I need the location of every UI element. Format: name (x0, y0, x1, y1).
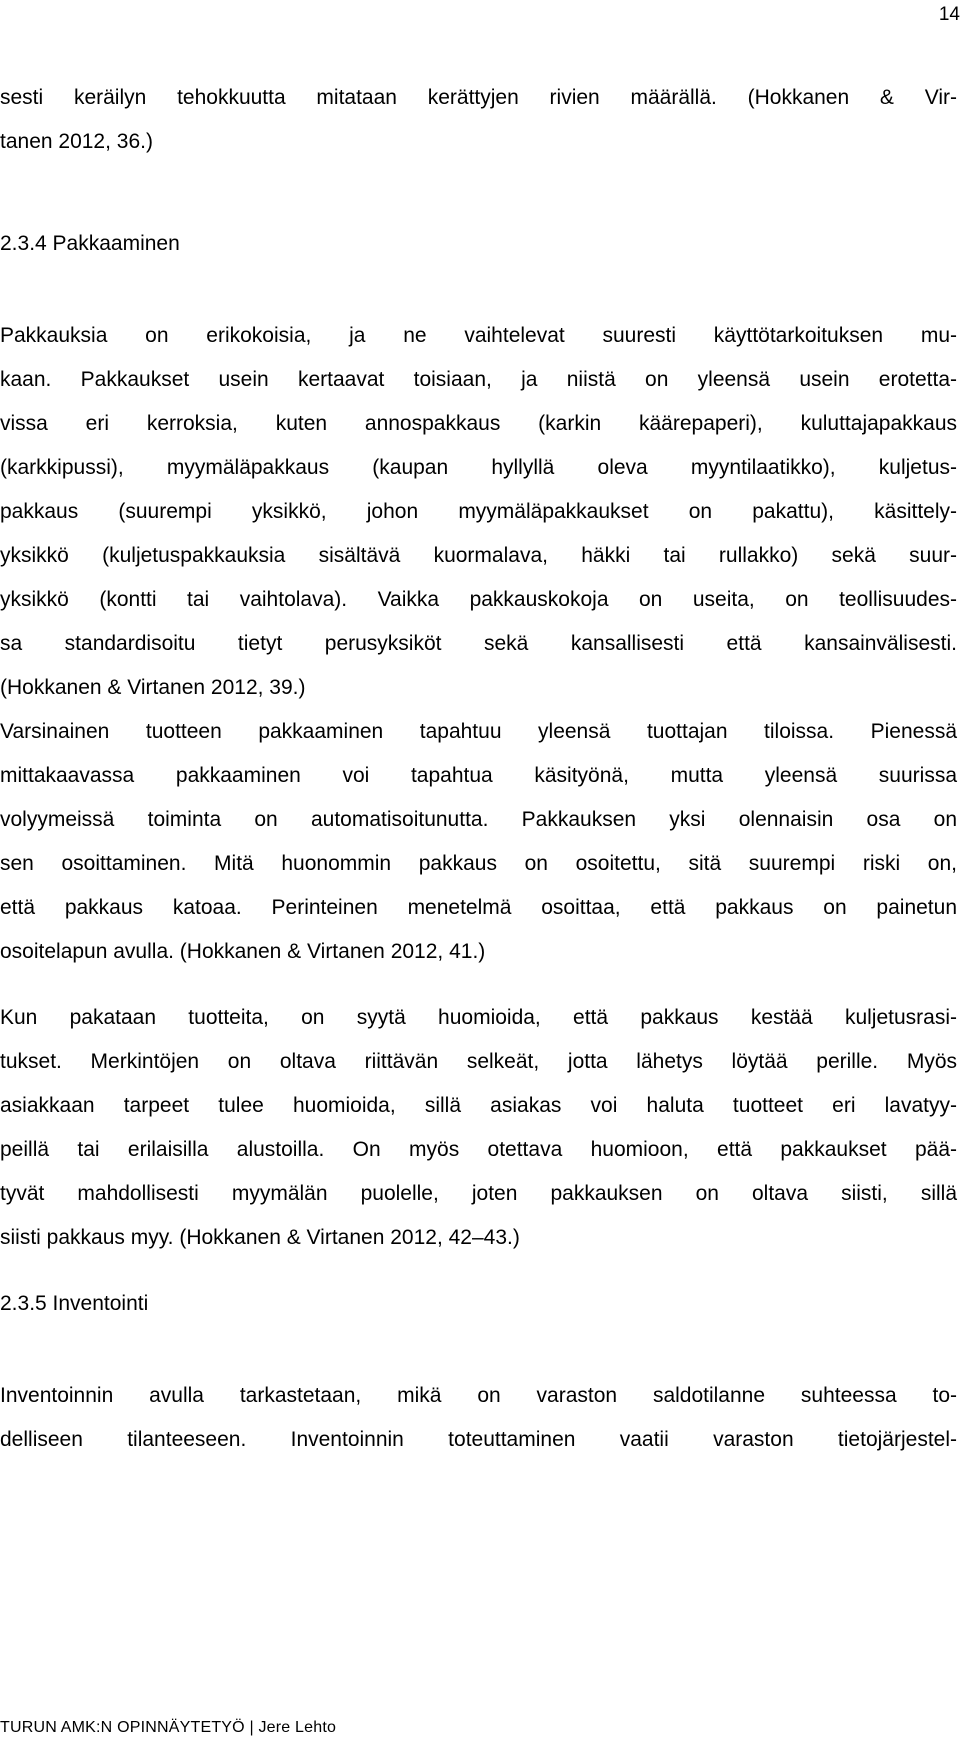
text-line: sesti keräilyn tehokkuutta mitataan kerättyjen rivien määrällä. (Hokkanen & Vir- (0, 86, 957, 109)
text-line: volyymeissä toiminta on automatisoitunutta. Pakkauksen yksi olennaisin osa on (0, 808, 957, 831)
page-number: 14 (938, 4, 960, 25)
footer: TURUN AMK:N OPINNÄYTETYÖ | Jere Lehto (0, 1719, 337, 1736)
text-line: Inventoinnin avulla tarkastetaan, mikä on varaston saldotilanne suhteessa to- (0, 1384, 957, 1407)
text-line: pakkaus (suurempi yksikkö, johon myymäläpakkaukset on pakattu), käsittely- (0, 500, 957, 523)
text-line: sen osoittaminen. Mitä huonommin pakkaus on osoitettu, sitä suurempi riski on, (0, 852, 957, 875)
text-line: Pakkauksia on erikokoisia, ja ne vaihtelevat suuresti käyttötarkoituksen mu- (0, 324, 957, 347)
text-line: (karkkipussi), myymäläpakkaus (kaupan hyllyllä oleva myyntilaatikko), kuljetus- (0, 456, 957, 479)
text-line: 2.3.4 Pakkaaminen (0, 232, 180, 255)
text-line: sa standardisoitu tietyt perusyksiköt sekä kansallisesti että kansainvälisesti. (0, 632, 957, 655)
text-line: vissa eri kerroksia, kuten annospakkaus (karkin käärepaperi), kuluttajapakkaus (0, 412, 957, 435)
text-line: että pakkaus katoaa. Perinteinen menetelmä osoittaa, että pakkaus on painetun (0, 896, 957, 919)
text-line: delliseen tilanteeseen. Inventoinnin toteuttaminen vaatii varaston tietojärjestel- (0, 1428, 957, 1451)
text-line: siisti pakkaus myy. (Hokkanen & Virtanen 2012, 42–43.) (0, 1226, 520, 1249)
text-line: (Hokkanen & Virtanen 2012, 39.) (0, 676, 306, 699)
text-line: 2.3.5 Inventointi (0, 1292, 149, 1315)
text-line: tyvät mahdollisesti myymälän puolelle, joten pakkauksen on oltava siisti, sillä (0, 1182, 957, 1205)
text-line: tanen 2012, 36.) (0, 130, 153, 153)
text-line: yksikkö (kuljetuspakkauksia sisältävä kuormalava, häkki tai rullakko) sekä suur- (0, 544, 957, 567)
text-line: yksikkö (kontti tai vaihtolava). Vaikka pakkauskokoja on useita, on teollisuudes- (0, 588, 957, 611)
text-line: Varsinainen tuotteen pakkaaminen tapahtuu yleensä tuottajan tiloissa. Pienessä (0, 720, 957, 743)
text-line: mittakaavassa pakkaaminen voi tapahtua käsityönä, mutta yleensä suurissa (0, 764, 957, 787)
text-line: asiakkaan tarpeet tulee huomioida, sillä asiakas voi haluta tuotteet eri lavatyy- (0, 1094, 957, 1117)
text-line: peillä tai erilaisilla alustoilla. On myös otettava huomioon, että pakkaukset pää- (0, 1138, 957, 1161)
text-line: tukset. Merkintöjen on oltava riittävän selkeät, jotta lähetys löytää perille. Myös (0, 1050, 957, 1073)
text-line: osoitelapun avulla. (Hokkanen & Virtanen 2012, 41.) (0, 940, 486, 963)
text-line: Kun pakataan tuotteita, on syytä huomioida, että pakkaus kestää kuljetusrasi- (0, 1006, 957, 1029)
text-line: kaan. Pakkaukset usein kertaavat toisiaan, ja niistä on yleensä usein erotetta- (0, 368, 957, 391)
